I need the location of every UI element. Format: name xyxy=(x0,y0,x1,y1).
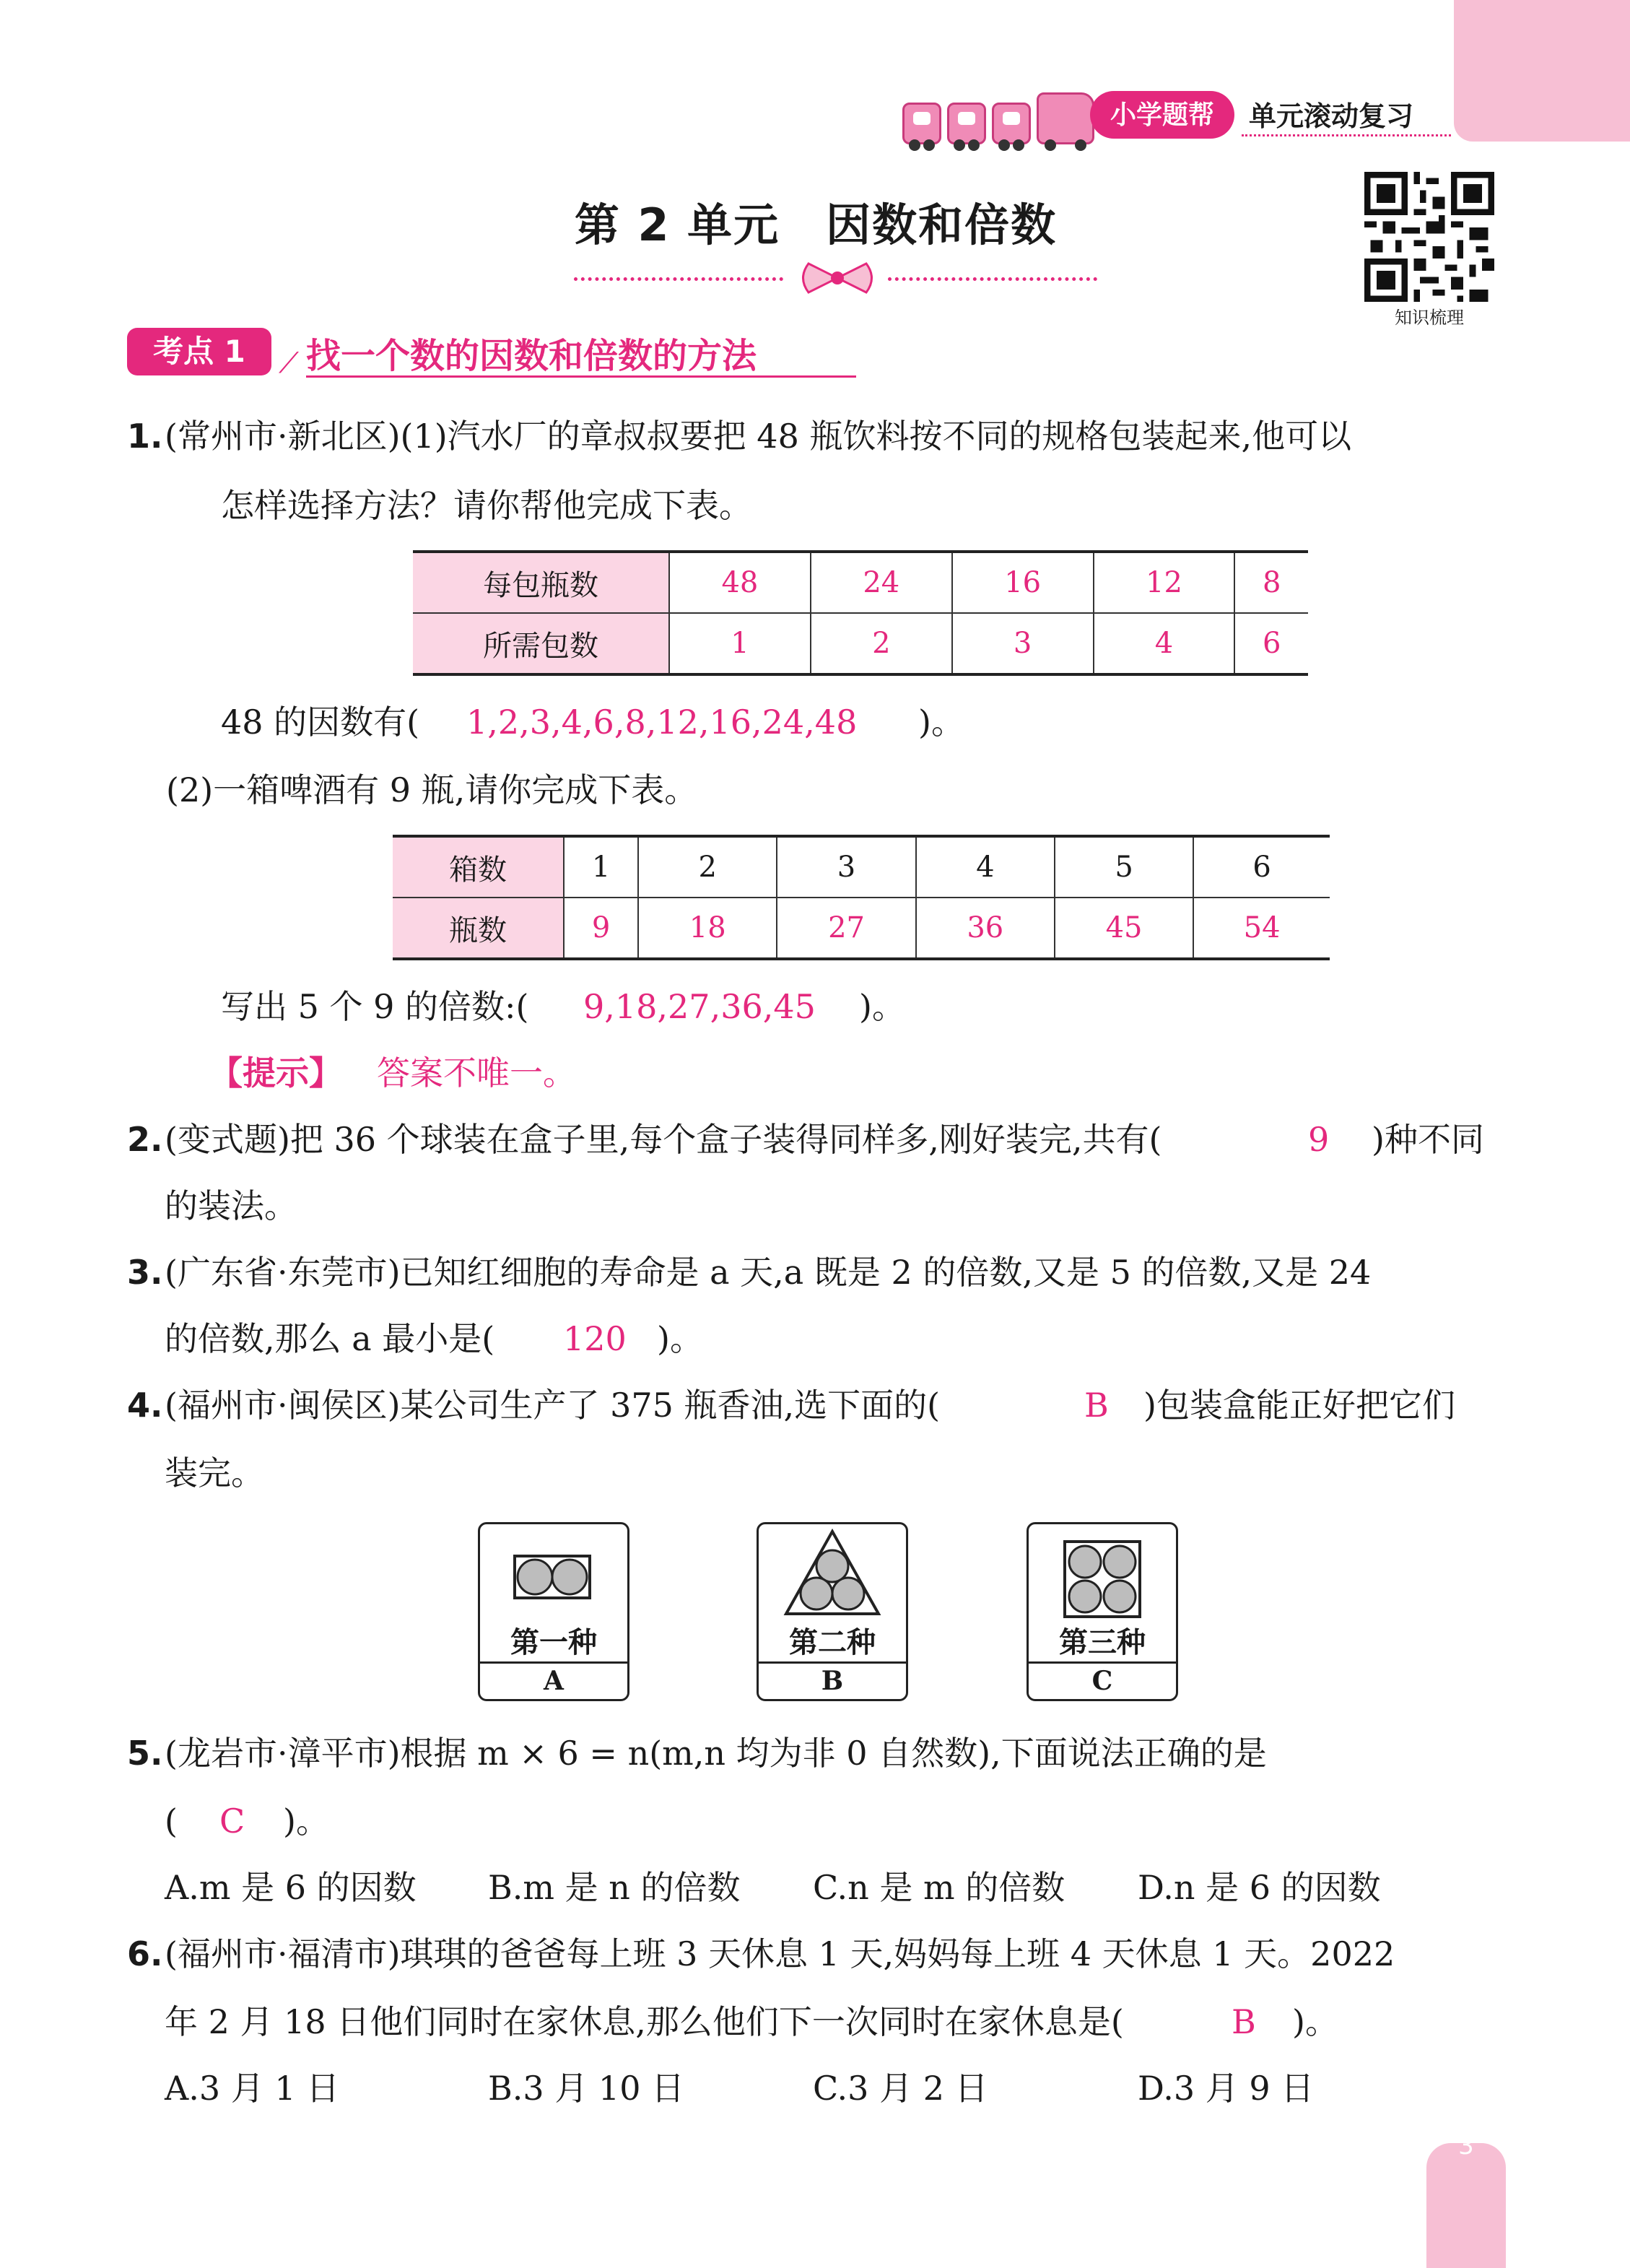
answer-text: 9,18,27,36,45 xyxy=(583,987,816,1026)
question-text: (广东省·东莞市)已知红细胞的寿命是 a 天,a 既是 2 的倍数,又是 5 的倍数,又是 24 xyxy=(165,1253,1372,1292)
question-text: (龙岩市·漳平市)根据 m × 6 = n(m,n 均为非 0 自然数),下面说法正确的是 xyxy=(165,1734,1267,1773)
option-c: C.n 是 m 的倍数 xyxy=(813,1868,1065,1907)
two-balls-icon xyxy=(480,1524,627,1625)
answer-cell: 9 xyxy=(564,898,638,959)
answer-cell: 45 xyxy=(1055,898,1193,959)
answer-text: 120 xyxy=(563,1319,627,1358)
brand-badge: 小学题帮 xyxy=(1090,91,1234,139)
question-text: )。 xyxy=(859,987,905,1026)
table-cell: 3 xyxy=(777,836,915,898)
answer-cell: 12 xyxy=(1094,552,1235,613)
answer-cell: 24 xyxy=(811,552,952,613)
package-box-b xyxy=(757,1522,908,1701)
option-a: A.m 是 6 的因数 xyxy=(165,1868,417,1907)
question-text: (福州市·福清市)琪琪的爸爸每上班 3 天休息 1 天,妈妈每上班 4 天休息 1 天。2022 xyxy=(165,1934,1395,1973)
question-text: 的倍数,那么 a 最小是( xyxy=(165,1319,495,1358)
question-number: 1. xyxy=(127,417,163,456)
question-text: )。 xyxy=(283,1802,329,1841)
question-number: 6. xyxy=(127,1934,163,1973)
answer-text: B xyxy=(1084,1386,1109,1425)
section-badge: 考点 1 xyxy=(127,328,271,375)
option-c: C.3 月 2 日 xyxy=(813,2069,988,2108)
box-letter: B xyxy=(821,1666,844,1696)
answer-cell: 18 xyxy=(638,898,777,959)
table-header-cell: 瓶数 xyxy=(393,898,564,959)
packaging-table xyxy=(413,550,1308,676)
title-divider-left xyxy=(574,277,783,281)
header-divider xyxy=(1242,134,1451,136)
question-text: )种不同 xyxy=(1372,1120,1484,1159)
question-text: 怎样选择方法？请你帮他完成下表。 xyxy=(221,486,752,525)
question-text: )包装盒能正好把它们 xyxy=(1143,1386,1455,1425)
table-cell: 2 xyxy=(638,836,777,898)
table-header-cell: 每包瓶数 xyxy=(413,552,669,613)
answer-cell: 3 xyxy=(952,613,1094,674)
question-text: 装完。 xyxy=(165,1454,264,1493)
section-title: 找一个数的因数和倍数的方法 xyxy=(306,336,757,376)
table-header-cell: 箱数 xyxy=(393,836,564,898)
answer-text: C xyxy=(219,1802,245,1841)
question-text: (福州市·闽侯区)某公司生产了 375 瓶香油,选下面的( xyxy=(165,1386,941,1425)
series-title: 单元滚动复习 xyxy=(1249,100,1414,132)
answer-cell: 27 xyxy=(777,898,915,959)
question-text: 48 的因数有( xyxy=(221,703,420,742)
package-box-a xyxy=(478,1522,629,1701)
section-underline xyxy=(306,375,856,378)
answer-text: B xyxy=(1232,2002,1256,2041)
box-label: 第一种 xyxy=(510,1626,597,1659)
question-number: 3. xyxy=(127,1253,163,1292)
option-a: A.3 月 1 日 xyxy=(165,2069,340,2108)
answer-cell: 4 xyxy=(1094,613,1235,674)
box-label: 第二种 xyxy=(789,1626,876,1659)
table-cell: 6 xyxy=(1193,836,1330,898)
box-label: 第三种 xyxy=(1059,1626,1146,1659)
question-text: (2)一箱啤酒有 9 瓶,请你完成下表。 xyxy=(166,770,698,809)
option-d: D.3 月 9 日 xyxy=(1138,2069,1315,2108)
answer-cell: 2 xyxy=(811,613,952,674)
question-text: )。 xyxy=(657,1319,703,1358)
answer-text: 1,2,3,4,6,8,12,16,24,48 xyxy=(466,703,858,742)
table-cell: 4 xyxy=(916,836,1055,898)
table-header-cell: 所需包数 xyxy=(413,613,669,674)
answer-cell: 36 xyxy=(916,898,1055,959)
option-b: B.m 是 n 的倍数 xyxy=(488,1868,741,1907)
beer-table xyxy=(393,835,1330,960)
table-cell: 1 xyxy=(564,836,638,898)
page-number: 3 xyxy=(1458,2132,1474,2160)
question-text: 的装法。 xyxy=(165,1186,297,1225)
train-logo-icon xyxy=(902,87,1094,144)
answer-cell: 48 xyxy=(669,552,811,613)
option-d: D.n 是 6 的因数 xyxy=(1138,1868,1381,1907)
four-balls-icon xyxy=(1029,1524,1176,1625)
slash-decoration: ⟋ xyxy=(279,347,299,380)
page-tab xyxy=(1426,2143,1506,2268)
box-letter: C xyxy=(1091,1666,1113,1696)
question-number: 4. xyxy=(127,1386,163,1425)
question-text: )。 xyxy=(918,703,964,742)
answer-cell: 16 xyxy=(952,552,1094,613)
question-text: ( xyxy=(165,1802,178,1841)
answer-cell: 54 xyxy=(1193,898,1330,959)
corner-decoration xyxy=(1454,0,1630,142)
question-number: 5. xyxy=(127,1734,163,1773)
package-box-c xyxy=(1027,1522,1178,1701)
question-text: (变式题)把 36 个球装在盒子里,每个盒子装得同样多,刚好装完,共有( xyxy=(165,1120,1162,1159)
title-divider-right xyxy=(888,277,1097,281)
question-text: )。 xyxy=(1292,2002,1338,2041)
hint-label: 【提示】 xyxy=(209,1053,342,1092)
answer-cell: 1 xyxy=(669,613,811,674)
question-text: (常州市·新北区)(1)汽水厂的章叔叔要把 48 瓶饮料按不同的规格包装起来,他可以 xyxy=(165,417,1352,456)
bow-icon xyxy=(794,260,881,296)
question-text: 写出 5 个 9 的倍数:( xyxy=(221,987,529,1026)
question-text: 年 2 月 18 日他们同时在家休息,那么他们下一次同时在家休息是( xyxy=(165,2002,1124,2041)
answer-cell: 6 xyxy=(1234,613,1308,674)
hint-text: 答案不唯一。 xyxy=(377,1053,576,1092)
three-balls-icon xyxy=(759,1524,906,1625)
qr-caption: 知识梳理 xyxy=(1395,308,1464,328)
page-title: 第 2 单元 因数和倍数 xyxy=(574,199,1058,251)
answer-cell: 8 xyxy=(1234,552,1308,613)
box-letter: A xyxy=(544,1666,564,1696)
question-number: 2. xyxy=(127,1120,163,1159)
answer-text: 9 xyxy=(1308,1120,1330,1159)
table-cell: 5 xyxy=(1055,836,1193,898)
option-b: B.3 月 10 日 xyxy=(488,2069,685,2108)
qr-code-icon xyxy=(1364,172,1494,302)
